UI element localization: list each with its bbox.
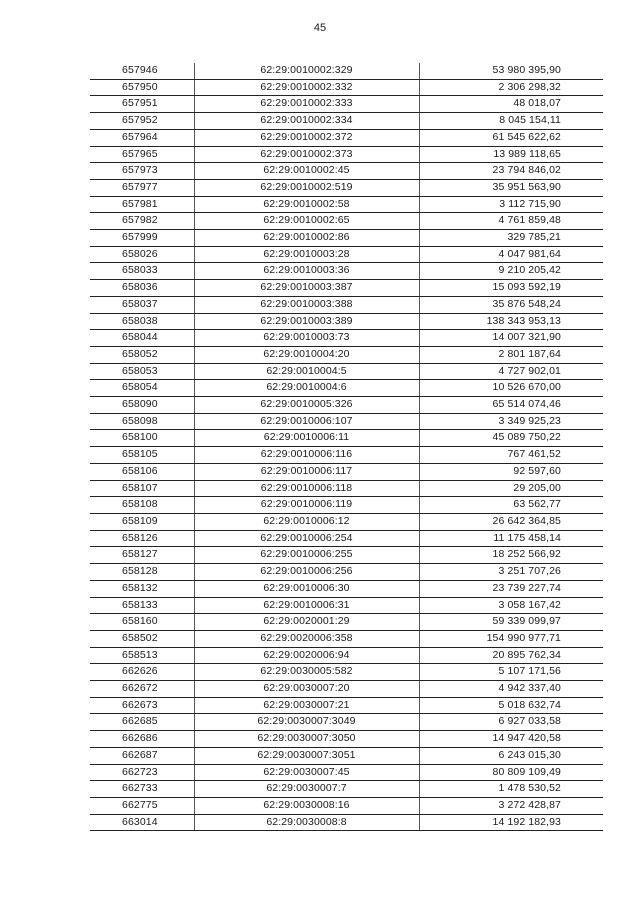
row-id-cell: 657946 [90,63,194,79]
cadastral-number-cell: 62:29:0010006:12 [194,513,419,530]
row-id-cell: 658513 [90,647,194,664]
row-id-cell: 658133 [90,597,194,614]
cadastral-number-cell: 62:29:0010006:119 [194,497,419,514]
table-row [90,213,603,230]
cadastral-number-cell: 62:29:0010002:86 [194,230,419,247]
value-cell: 3 349 925,23 [419,413,603,430]
row-id-cell: 658100 [90,430,194,447]
value-cell: 5 018 632,74 [419,697,603,714]
row-id-cell: 658502 [90,630,194,647]
table-row [90,129,603,146]
cadastral-number-cell: 62:29:0010006:116 [194,447,419,464]
row-id-cell: 658105 [90,447,194,464]
cadastral-number-cell: 62:29:0010002:333 [194,96,419,113]
table-row [90,163,603,180]
value-cell: 138 343 953,13 [419,313,603,330]
value-cell: 20 895 762,34 [419,647,603,664]
row-id-cell: 662775 [90,797,194,814]
cadastral-number-cell: 62:29:0030008:16 [194,797,419,814]
value-cell: 26 642 364,85 [419,513,603,530]
row-id-cell: 657973 [90,163,194,180]
row-id-cell: 657977 [90,179,194,196]
cadastral-number-cell: 62:29:0010006:256 [194,564,419,581]
value-cell: 9 210 205,42 [419,263,603,280]
value-cell: 80 809 109,49 [419,764,603,781]
table-row [90,580,603,597]
cadastral-number-cell: 62:29:0010002:65 [194,213,419,230]
value-cell: 13 989 118,65 [419,146,603,163]
cadastral-number-cell: 62:29:0010003:28 [194,246,419,263]
table-row [90,814,603,831]
cadastral-number-cell: 62:29:0010003:36 [194,263,419,280]
cadastral-number-cell: 62:29:0030005:582 [194,664,419,681]
row-id-cell: 658033 [90,263,194,280]
value-cell: 329 785,21 [419,230,603,247]
value-cell: 4 942 337,40 [419,681,603,698]
table-row [90,497,603,514]
cadastral-number-cell: 62:29:0010006:107 [194,413,419,430]
table-row [90,480,603,497]
value-cell: 3 112 715,90 [419,196,603,213]
table-row [90,413,603,430]
value-cell: 65 514 074,46 [419,397,603,414]
table-row [90,681,603,698]
row-id-cell: 658107 [90,480,194,497]
value-cell: 10 526 670,00 [419,380,603,397]
cadastral-number-cell: 62:29:0030007:45 [194,764,419,781]
cadastral-number-cell: 62:29:0010006:11 [194,430,419,447]
row-id-cell: 657965 [90,146,194,163]
row-id-cell: 658052 [90,346,194,363]
table-row [90,747,603,764]
value-cell: 59 339 099,97 [419,614,603,631]
value-cell: 6 243 015,30 [419,747,603,764]
value-cell: 5 107 171,56 [419,664,603,681]
row-id-cell: 662626 [90,664,194,681]
table-row [90,647,603,664]
row-id-cell: 657982 [90,213,194,230]
row-id-cell: 658106 [90,463,194,480]
table-row [90,664,603,681]
cadastral-number-cell: 62:29:0010002:58 [194,196,419,213]
value-cell: 11 175 458,14 [419,530,603,547]
value-cell: 4 727 902,01 [419,363,603,380]
table-row [90,280,603,297]
value-cell: 767 461,52 [419,447,603,464]
value-cell: 14 007 321,90 [419,330,603,347]
value-cell: 35 876 548,24 [419,296,603,313]
row-id-cell: 658026 [90,246,194,263]
row-id-cell: 662673 [90,697,194,714]
value-cell: 4 047 981,64 [419,246,603,263]
row-id-cell: 658109 [90,513,194,530]
row-id-cell: 657981 [90,196,194,213]
cadastral-number-cell: 62:29:0030008:8 [194,814,419,831]
value-cell: 61 545 622,62 [419,129,603,146]
cadastral-number-cell: 62:29:0010006:254 [194,530,419,547]
row-id-cell: 658108 [90,497,194,514]
row-id-cell: 658132 [90,580,194,597]
table-row [90,246,603,263]
cadastral-number-cell: 62:29:0030007:3051 [194,747,419,764]
table-row [90,513,603,530]
cadastral-number-cell: 62:29:0010002:329 [194,63,419,79]
row-id-cell: 658054 [90,380,194,397]
value-cell: 3 058 167,42 [419,597,603,614]
row-id-cell: 658053 [90,363,194,380]
table-row [90,196,603,213]
value-cell: 92 597,60 [419,463,603,480]
value-cell: 154 990 977,71 [419,630,603,647]
cadastral-number-cell: 62:29:0010004:20 [194,346,419,363]
table-row [90,597,603,614]
table-row [90,630,603,647]
page-number: 45 [313,22,327,34]
row-id-cell: 662672 [90,681,194,698]
table-row [90,313,603,330]
row-id-cell: 657999 [90,230,194,247]
cadastral-number-cell: 62:29:0010003:73 [194,330,419,347]
row-id-cell: 658098 [90,413,194,430]
cadastral-number-cell: 62:29:0020006:94 [194,647,419,664]
cadastral-number-cell: 62:29:0020001:29 [194,614,419,631]
value-cell: 4 761 859,48 [419,213,603,230]
cadastral-number-cell: 62:29:0010004:5 [194,363,419,380]
table-row [90,346,603,363]
cadastral-number-cell: 62:29:0010002:372 [194,129,419,146]
cadastral-number-cell: 62:29:0010006:255 [194,547,419,564]
cadastral-number-cell: 62:29:0030007:20 [194,681,419,698]
row-id-cell: 658128 [90,564,194,581]
value-cell: 14 947 420,58 [419,731,603,748]
row-id-cell: 663014 [90,814,194,831]
table-row [90,63,603,79]
value-cell: 8 045 154,11 [419,113,603,130]
table-row [90,363,603,380]
row-id-cell: 658126 [90,530,194,547]
value-cell: 23 739 227,74 [419,580,603,597]
table-row [90,463,603,480]
row-id-cell: 658160 [90,614,194,631]
row-id-cell: 658036 [90,280,194,297]
row-id-cell: 657952 [90,113,194,130]
value-cell: 48 018,07 [419,96,603,113]
value-cell: 53 980 395,90 [419,63,603,79]
cadastral-number-cell: 62:29:0030007:3049 [194,714,419,731]
value-cell: 63 562,77 [419,497,603,514]
value-cell: 23 794 846,02 [419,163,603,180]
cadastral-number-cell: 62:29:0030007:3050 [194,731,419,748]
row-id-cell: 658037 [90,296,194,313]
row-id-cell: 657964 [90,129,194,146]
cadastral-number-cell: 62:29:0010006:30 [194,580,419,597]
value-cell: 3 251 707,26 [419,564,603,581]
table-row [90,330,603,347]
table-row [90,564,603,581]
row-id-cell: 658090 [90,397,194,414]
cadastral-number-cell: 62:29:0010002:373 [194,146,419,163]
row-id-cell: 658044 [90,330,194,347]
table-row [90,614,603,631]
table-row [90,380,603,397]
table-row [90,547,603,564]
cadastral-number-cell: 62:29:0010002:334 [194,113,419,130]
table-row [90,397,603,414]
table-row [90,179,603,196]
table-row [90,447,603,464]
cadastral-number-cell: 62:29:0010005:326 [194,397,419,414]
value-cell: 14 192 182,93 [419,814,603,831]
value-cell: 29 205,00 [419,480,603,497]
value-cell: 3 272 428,87 [419,797,603,814]
cadastral-number-cell: 62:29:0010006:117 [194,463,419,480]
value-cell: 15 093 592,19 [419,280,603,297]
cadastral-value-table [90,63,603,831]
table-row [90,263,603,280]
table-row [90,79,603,96]
cadastral-number-cell: 62:29:0010003:388 [194,296,419,313]
table-row [90,146,603,163]
table-row [90,731,603,748]
table-row [90,764,603,781]
table-row [90,781,603,798]
cadastral-number-cell: 62:29:0010004:6 [194,380,419,397]
cadastral-number-cell: 62:29:0010006:31 [194,597,419,614]
row-id-cell: 662733 [90,781,194,798]
cadastral-number-cell: 62:29:0010002:519 [194,179,419,196]
row-id-cell: 662685 [90,714,194,731]
table-row [90,697,603,714]
row-id-cell: 658127 [90,547,194,564]
cadastral-number-cell: 62:29:0010003:389 [194,313,419,330]
row-id-cell: 662723 [90,764,194,781]
value-cell: 45 089 750,22 [419,430,603,447]
row-id-cell: 662687 [90,747,194,764]
table-row [90,714,603,731]
row-id-cell: 657951 [90,96,194,113]
value-cell: 35 951 563,90 [419,179,603,196]
value-cell: 2 801 187,64 [419,346,603,363]
row-id-cell: 658038 [90,313,194,330]
cadastral-number-cell: 62:29:0010002:45 [194,163,419,180]
table-row [90,113,603,130]
table-row [90,797,603,814]
value-cell: 6 927 033,58 [419,714,603,731]
row-id-cell: 662686 [90,731,194,748]
value-cell: 2 306 298,32 [419,79,603,96]
table-body [90,63,603,831]
cadastral-number-cell: 62:29:0020006:358 [194,630,419,647]
cadastral-number-cell: 62:29:0010002:332 [194,79,419,96]
table-row [90,530,603,547]
table-row [90,96,603,113]
cadastral-number-cell: 62:29:0030007:7 [194,781,419,798]
table-row [90,296,603,313]
cadastral-number-cell: 62:29:0010003:387 [194,280,419,297]
row-id-cell: 657950 [90,79,194,96]
table-row [90,230,603,247]
value-cell: 18 252 566,92 [419,547,603,564]
table-row [90,430,603,447]
cadastral-number-cell: 62:29:0010006:118 [194,480,419,497]
cadastral-number-cell: 62:29:0030007:21 [194,697,419,714]
value-cell: 1 478 530,52 [419,781,603,798]
